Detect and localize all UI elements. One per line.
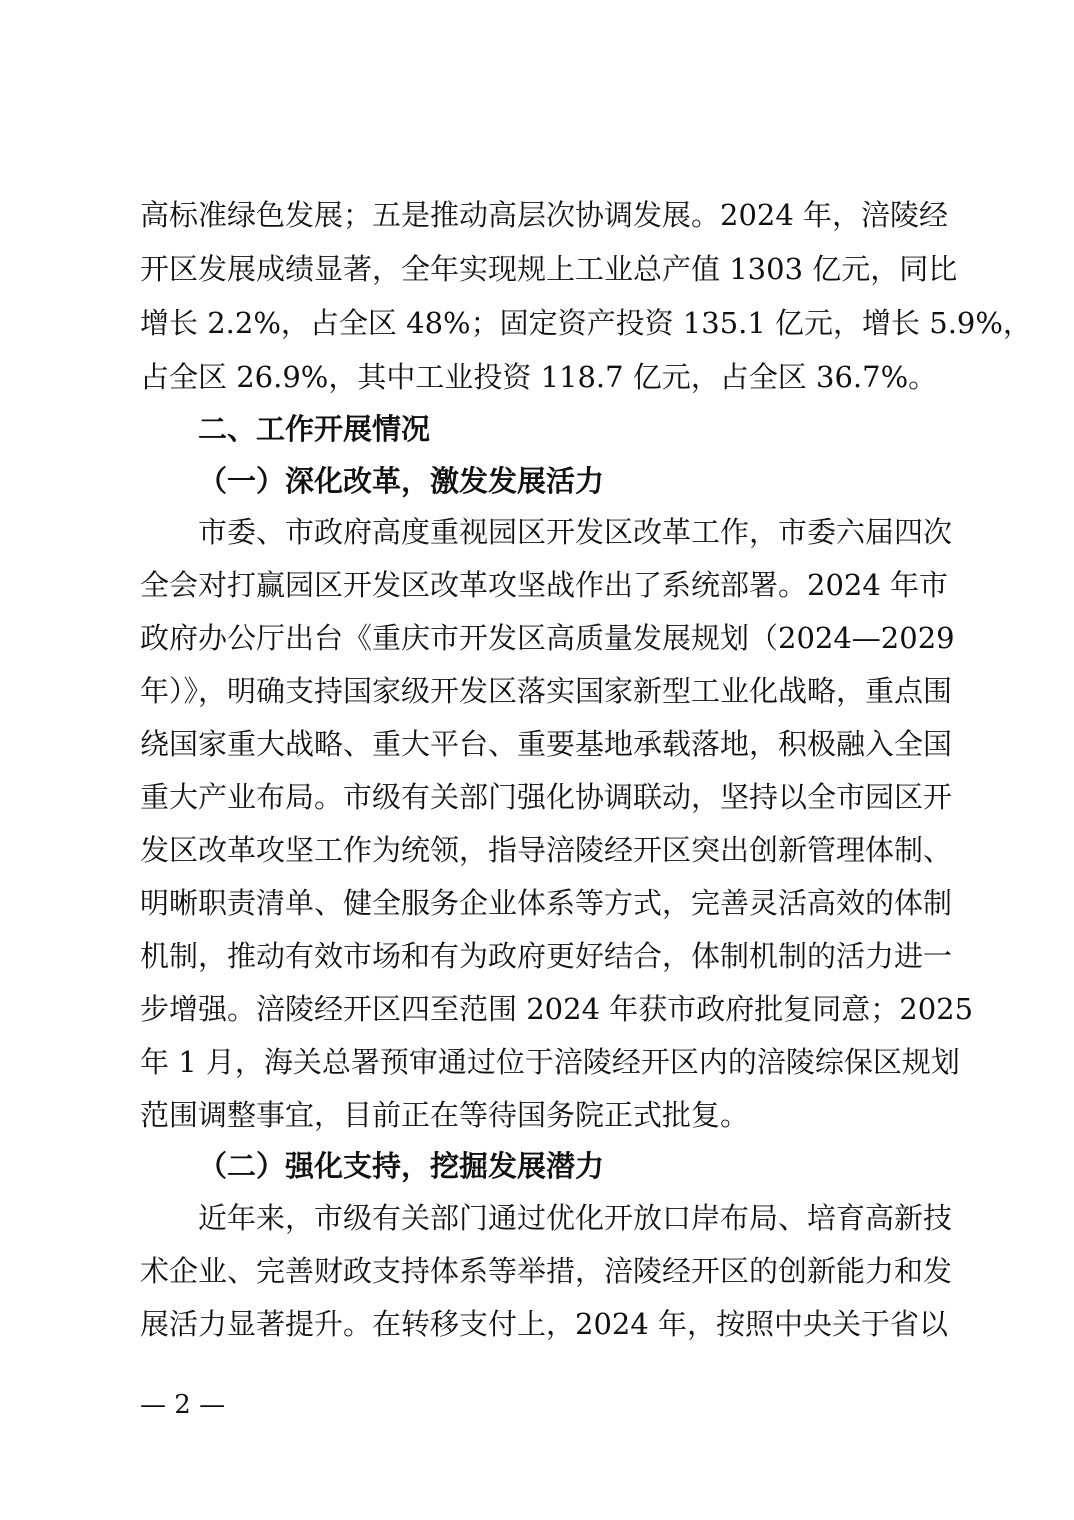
- paragraph-line: 市委、市政府高度重视园区开发区改革工作，市委六届四次: [198, 515, 953, 549]
- page-number: — 2 —: [140, 1390, 226, 1420]
- section-heading: 二、工作开展情况: [198, 412, 431, 446]
- paragraph-line: 绕国家重大战略、重大平台、重要基地承载落地，积极融入全国: [140, 727, 953, 761]
- paragraph-line: 全会对打赢园区开发区改革攻坚战作出了系统部署。2024 年市: [140, 568, 949, 602]
- paragraph-line: 术企业、完善财政支持体系等举措，涪陵经开区的创新能力和发: [140, 1254, 953, 1288]
- paragraph-line: 明晰职责清单、健全服务企业体系等方式，完善灵活高效的体制: [140, 886, 953, 920]
- paragraph-line: 发区改革攻坚工作为统领，指导涪陵经开区突出创新管理体制、: [140, 833, 953, 867]
- paragraph-line: 年 1 月，海关总署预审通过位于涪陵经开区内的涪陵综保区规划: [140, 1045, 960, 1079]
- subsection-heading: （一）深化改革，激发发展活力: [198, 464, 605, 498]
- paragraph-line: 机制，推动有效市场和有为政府更好结合，体制机制的活力进一: [140, 939, 953, 973]
- paragraph-line: 近年来，市级有关部门通过优化开放口岸布局、培育高新技: [198, 1201, 953, 1235]
- paragraph-line: 年）》，明确支持国家级开发区落实国家新型工业化战略，重点围: [140, 674, 953, 708]
- paragraph-line: 范围调整事宜，目前正在等待国务院正式批复。: [140, 1098, 750, 1132]
- paragraph-line: 展活力显著提升。在转移支付上，2024 年，按照中央关于省以: [140, 1307, 949, 1341]
- paragraph-line: 高标准绿色发展；五是推动高层次协调发展。2024 年，涪陵经: [140, 198, 949, 232]
- paragraph-line: 开区发展成绩显著，全年实现规上工业总产值 1303 亿元，同比: [140, 252, 958, 286]
- paragraph-line: 步增强。涪陵经开区四至范围 2024 年获市政府批复同意；2025: [140, 992, 974, 1026]
- paragraph-line: 占全区 26.9%，其中工业投资 118.7 亿元，占全区 36.7%。: [140, 360, 938, 394]
- paragraph-line: 重大产业布局。市级有关部门强化协调联动，坚持以全市园区开: [140, 780, 953, 814]
- paragraph-line: 政府办公厅出台《重庆市开发区高质量发展规划（2024—2029: [140, 621, 955, 655]
- paragraph-line: 增长 2.2%，占全区 48%；固定资产投资 135.1 亿元，增长 5.9%，: [140, 306, 1032, 340]
- subsection-heading: （二）强化支持，挖掘发展潜力: [198, 1149, 605, 1183]
